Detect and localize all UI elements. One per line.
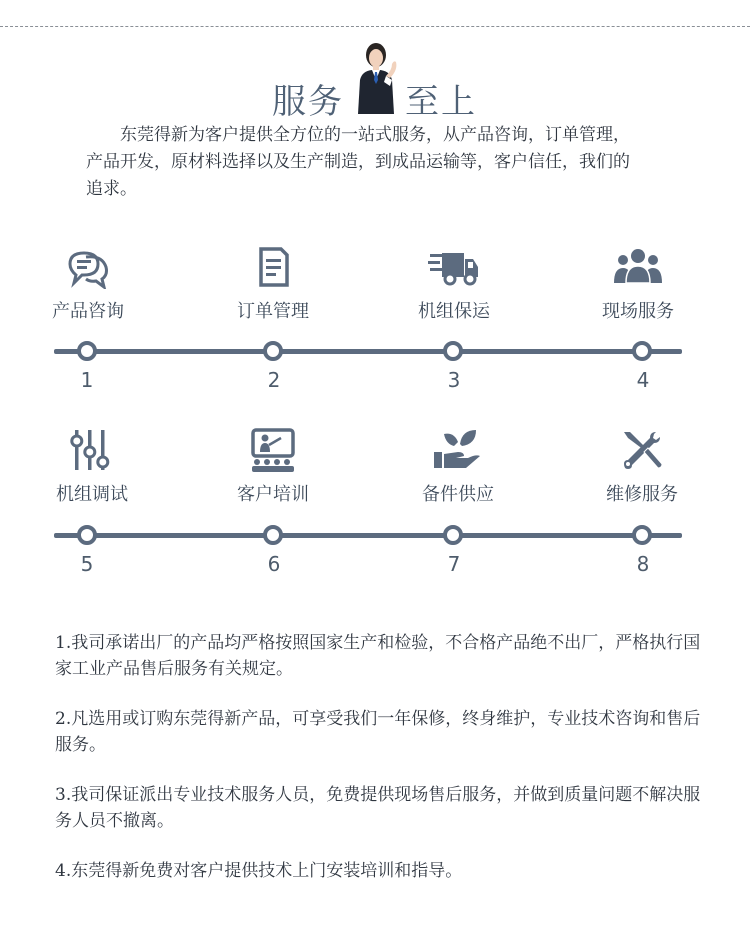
sliders-icon — [66, 428, 118, 472]
section-header — [0, 38, 750, 122]
step-number: 2 — [267, 368, 281, 392]
step-commissioning — [22, 428, 162, 506]
step-number: 6 — [267, 552, 281, 576]
step-label: 机组调试 — [56, 484, 128, 505]
step-label: 机组保运 — [418, 301, 490, 322]
step-label: 订单管理 — [237, 301, 309, 322]
step-customer-training — [203, 428, 343, 506]
service-agent-avatar — [350, 40, 402, 116]
service-commitments — [55, 630, 705, 908]
step-label: 维修服务 — [606, 484, 678, 505]
timeline-node-1 — [77, 341, 97, 361]
step-number: 8 — [636, 552, 650, 576]
timeline-track-1 — [54, 349, 682, 354]
step-label: 备件供应 — [422, 484, 494, 505]
timeline-node-7 — [443, 525, 463, 545]
step-transport — [384, 245, 524, 323]
tools-icon — [616, 428, 668, 472]
step-spare-parts — [388, 428, 528, 506]
chat-bubble-icon — [62, 245, 114, 289]
timeline-node-4 — [632, 341, 652, 361]
step-product-consulting — [18, 245, 158, 323]
step-number: 7 — [447, 552, 461, 576]
intro-paragraph: 东莞得新为客户提供全方位的一站式服务，从产品咨询，订单管理，产品开发，原材料选择以及生产制造，到成品运输等，客户信任，我们的追求。 — [86, 125, 630, 199]
timeline-node-5 — [77, 525, 97, 545]
step-order-management — [203, 245, 343, 323]
step-label: 客户培训 — [237, 484, 309, 505]
truck-icon — [428, 245, 480, 289]
team-icon — [612, 245, 664, 289]
commitment-item: 4.东莞得新免费对客户提供技术上门安装培训和指导。 — [55, 861, 463, 881]
top-dashed-divider — [0, 26, 750, 27]
commitment-item: 2.凡选用或订购东莞得新产品，可享受我们一年保修，终身维护，专业技术咨询和售后服务。 — [55, 709, 701, 755]
timeline-node-3 — [443, 341, 463, 361]
commitment-item: 3.我司保证派出专业技术服务人员，免费提供现场售后服务，并做到质量问题不解决服务人员不撤离。 — [55, 785, 701, 831]
step-number: 3 — [447, 368, 461, 392]
timeline-track-2 — [54, 533, 682, 538]
step-onsite-service — [568, 245, 708, 323]
document-icon — [247, 245, 299, 289]
hand-leaf-icon — [432, 428, 484, 472]
title-left: 服务 — [272, 82, 344, 122]
step-number: 5 — [80, 552, 94, 576]
step-number: 1 — [80, 368, 94, 392]
timeline-node-8 — [632, 525, 652, 545]
step-label: 产品咨询 — [52, 301, 124, 322]
commitment-item: 1.我司承诺出厂的产品均严格按照国家生产和检验，不合格产品绝不出厂，严格执行国家工业产品售后服务有关规定。 — [55, 633, 701, 679]
step-label: 现场服务 — [602, 301, 674, 322]
timeline-node-2 — [263, 341, 283, 361]
timeline-node-6 — [263, 525, 283, 545]
title-right: 至上 — [405, 82, 477, 122]
presentation-icon — [247, 428, 299, 472]
step-repair-service — [572, 428, 712, 506]
step-number: 4 — [636, 368, 650, 392]
